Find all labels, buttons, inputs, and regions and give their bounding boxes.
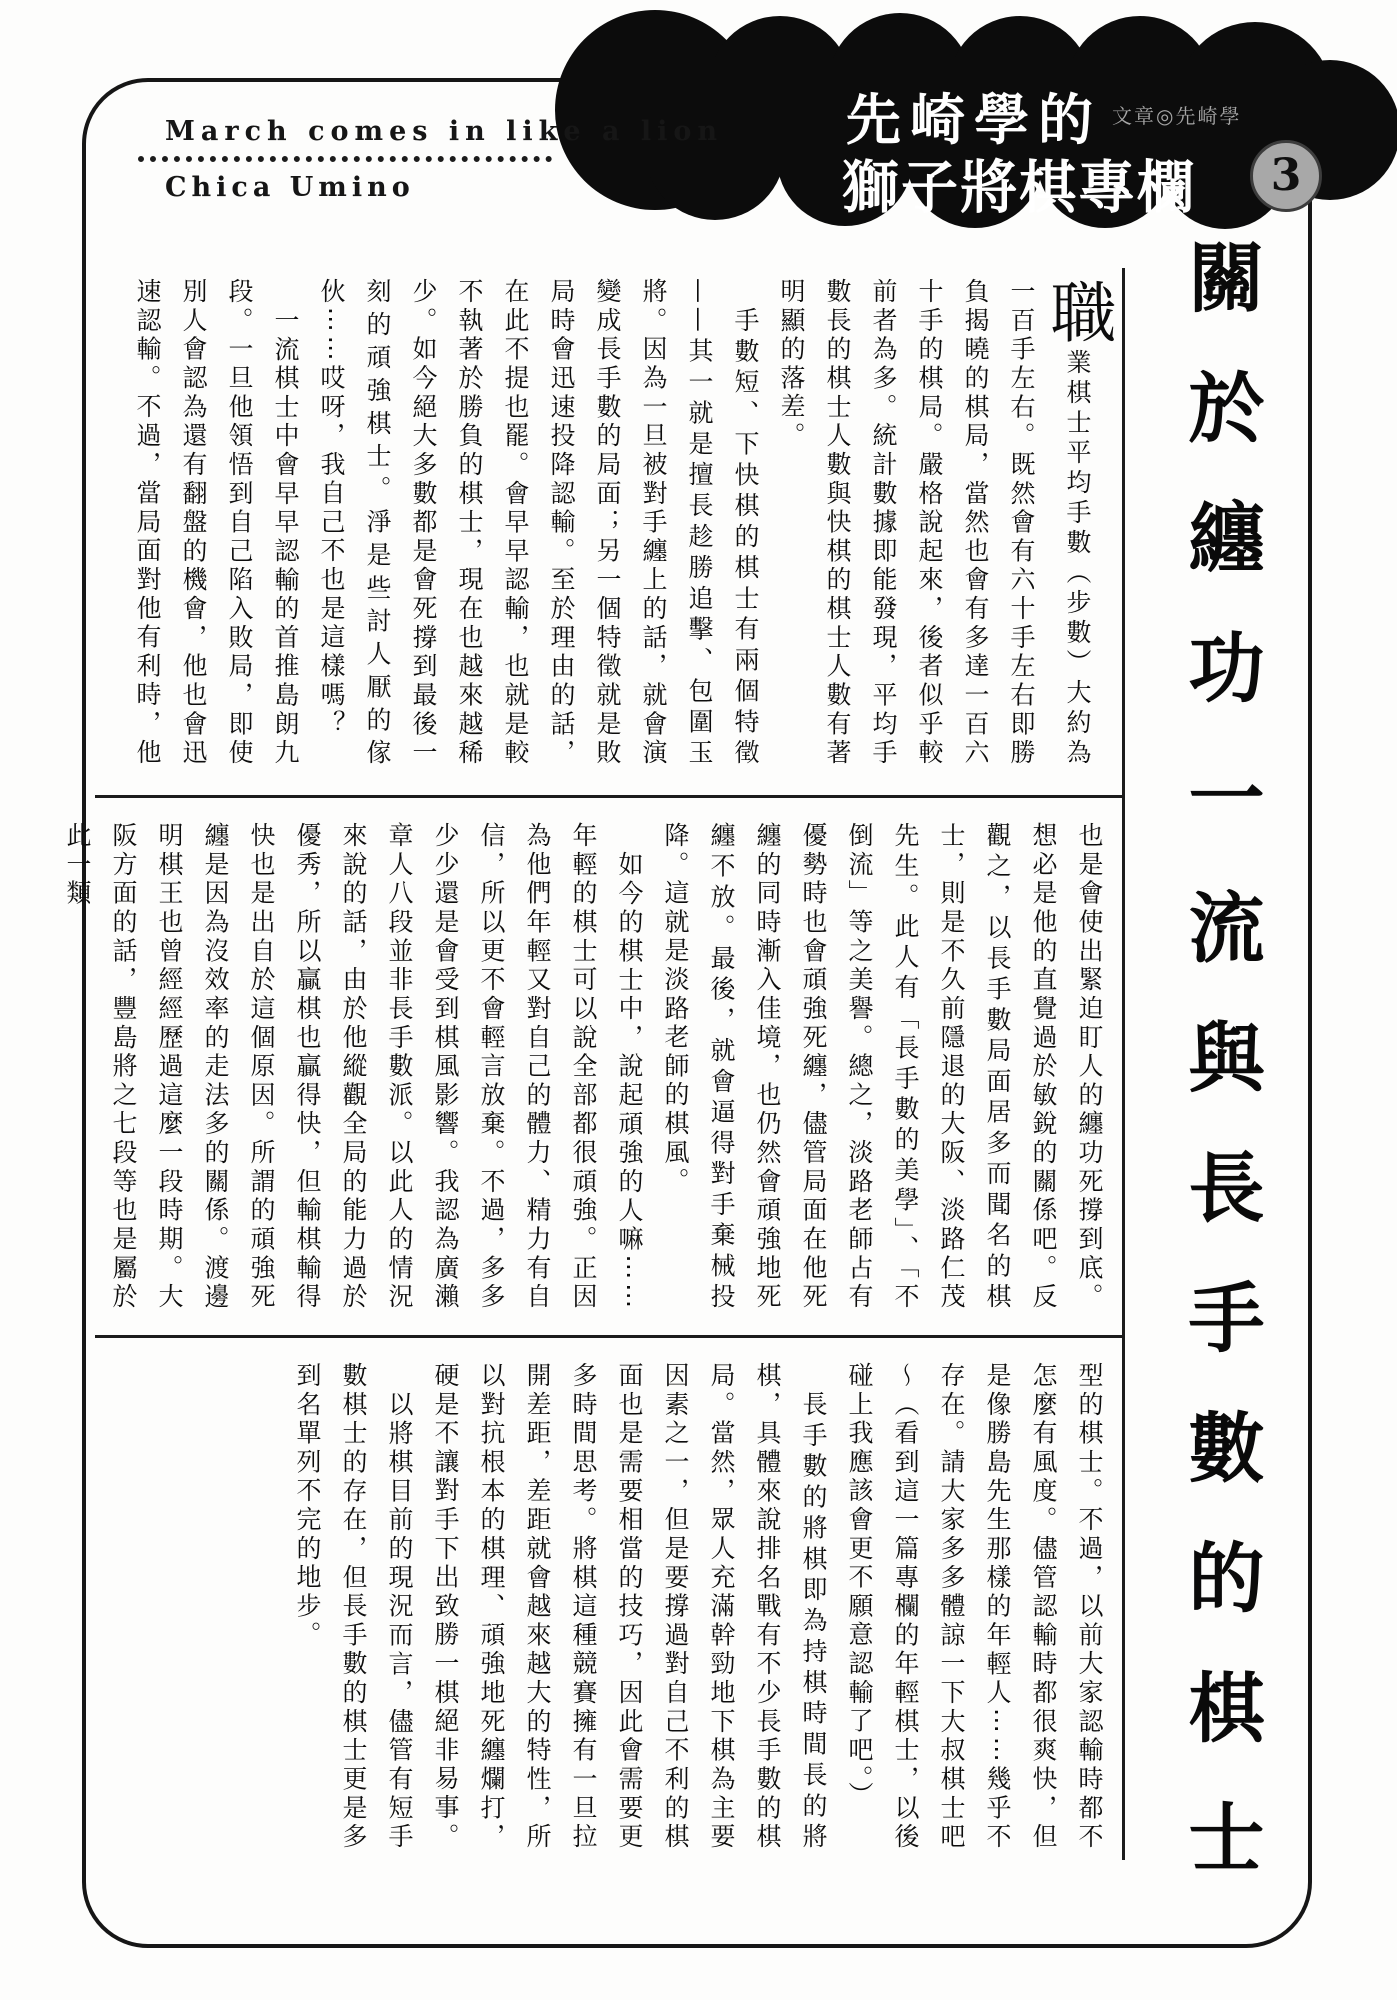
series-author-english: Chica Umino [165,172,415,203]
article-paragraph: 型的棋士。不過，以前大家認輸時都不怎麼有風度。儘管認輸時都很爽快，但是像勝島先生那樣的年輕人⋯⋯幾乎不存在。請大家多多體諒一下大叔棋士吧～（看到這一篇專欄的年輕棋士，以後碰上我應該會更不願意認輸了吧。） [845,1362,1104,1852]
page-number: 3 [1270,150,1302,201]
dotted-divider [138,156,552,162]
article-paragraph: 以將棋目前的現況而言，儘管有短手數棋士的存在，但長手數的棋士更是多到名單列不完的地步。 [293,1362,414,1852]
column-title-line1: 先崎學的 [846,87,1103,152]
article-band-1 [100,278,1116,769]
article-band-2 [63,822,1112,1312]
article-title: 關於纏功一流與長手數的棋士 [1176,238,1265,1928]
drop-cap: 職 [1039,278,1116,350]
article-band-3 [266,1362,1112,1852]
article-paragraph: 也是會使出緊迫盯人的纏功死撐到底。想必是他的直覺過於敏銳的關係吧。反觀之，以長手數局面居多而聞名的棋士，則是不久前隱退的大阪、淡路仁茂先生。此人有「長手數的美學」、「不倒流」等之美譽。總之，淡路老師占有優勢時也會頑強死纏，儘管局面在他死纏的同時漸入佳境，也仍然會頑強地死纏不放。最後，就會逼得對手棄械投降。這就是淡路老師的棋風。 [661,822,1104,1312]
series-title-english: March comes in like a lion [165,116,724,147]
column-title-line2: 獅子將棋專欄 [842,154,1196,221]
horizontal-rule-2 [95,1335,1125,1338]
article-paragraph: 一流棋士中會早早認輸的首推島朗九段。一旦他領悟到自己陷入敗局，即使別人會認為還有翻盤的機會，他也會迅速認輸。不過，當局面對他有利時，他 [133,278,300,768]
article-paragraph: 職業棋士平均手數（步數）大約為一百手左右。既然會有六十手左右即勝負揭曉的棋局，當然也會有多達一百六十手的棋局。嚴格說起來，後者似乎較前者為多。統計數據即能發現，平均手數長的棋士人數與快棋的棋士人數有著明顯的落差。 [777,278,1116,769]
horizontal-rule-1 [95,795,1125,798]
page-number-badge [1250,140,1322,212]
column-credit: 文章◎先崎學 [1112,104,1242,128]
article-paragraph: 長手數的將棋即為持棋時間長的將棋，具體來說排名戰有不少長手數的棋局。當然，眾人充滿幹勁地下棋為主要因素之一，但是要撐過對自己不利的棋面也是需要相當的技巧，因此會需要更多時間思考。將棋這種競賽擁有一旦拉開差距，差距就會越來越大的特性，所以對抗根本的棋理、頑強地死纏爛打，硬是不讓對手下出致勝一棋絕非易事。 [431,1362,828,1852]
article-paragraph: 手數短、下快棋的棋士有兩個特徵——其一就是擅長趁勝追擊、包圍玉將。因為一旦被對手纏上的話，就會演變成長手數的局面；另一個特徵就是敗局時會迅速投降認輸。至於理由的話，在此不提也罷。會早早認輸，也就是較不執著於勝負的棋士，現在也越來越稀少。如今絕大多數都是會死撐到最後一刻的頑強棋士。淨是些討人厭的傢伙⋯⋯哎呀，我自己不也是這樣嗎？ [317,278,760,768]
vertical-separator [1122,268,1125,1860]
article-paragraph: 如今的棋士中，說起頑強的人嘛⋯⋯年輕的棋士可以說全部都很頑強。正因為他們年輕又對自己的體力、精力有自信，所以更不會輕言放棄。不過，多多少少還是會受到棋風影響。我認為廣瀨章人八段並非長手數派。以此人的情況來說的話，由於他縱觀全局的能力過於優秀，所以贏棋也贏得快，但輸棋輸得快也是出自於這個原因。所謂的頑強死纏是因為沒效率的走法多的關係。渡邊明棋王也曾經經歷過這麼一段時期。大阪方面的話，豐島將之七段等也是屬於此一類 [63,822,644,1312]
